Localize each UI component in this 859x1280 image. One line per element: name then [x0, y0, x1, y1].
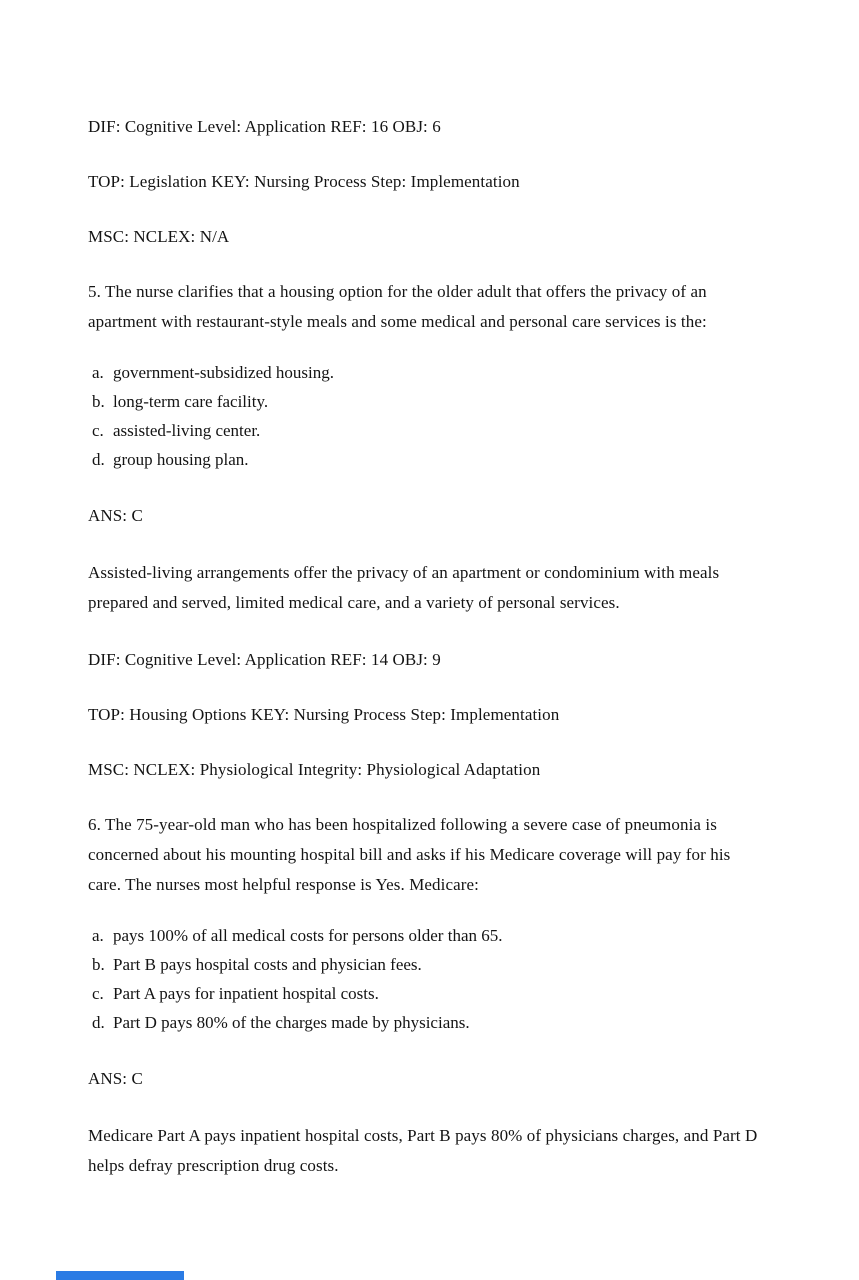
option-letter: c.: [92, 421, 104, 440]
question-5-rationale: [88, 558, 859, 618]
option-text: pays 100% of all medical costs for persons older than 65.: [113, 926, 503, 945]
option-letter: d.: [92, 450, 105, 469]
option-text: Part A pays for inpatient hospital costs.: [113, 984, 379, 1003]
question-stem-line: concerned about his mounting hospital bill and asks if his Medicare coverage will pay for his: [88, 845, 731, 864]
option-text: Part D pays 80% of the charges made by physicians.: [113, 1013, 470, 1032]
answer-option-b: [88, 387, 859, 416]
option-letter: c.: [92, 984, 104, 1003]
question-6-options: [88, 921, 859, 1037]
answer-option-a: [88, 358, 859, 387]
rationale-line: Assisted-living arrangements offer the privacy of an apartment or condominium with meals: [88, 563, 720, 582]
answer-option-c: [88, 416, 859, 445]
answer-option-d: [88, 445, 859, 474]
answer-line: ANS: C: [88, 506, 143, 525]
question-6-rationale: [88, 1121, 859, 1181]
question-5-options: [88, 358, 859, 474]
meta-msc-line: MSC: NCLEX: N/A: [88, 227, 230, 246]
answer-option-c: [88, 979, 859, 1008]
rationale-line: helps defray prescription drug costs.: [88, 1156, 339, 1175]
meta-msc-line: MSC: NCLEX: Physiological Integrity: Physiological Adaptation: [88, 760, 541, 779]
option-text: Part B pays hospital costs and physician fees.: [113, 955, 422, 974]
question-stem-line: 6. The 75-year-old man who has been hospitalized following a severe case of pneumonia is: [88, 815, 717, 834]
question-stem-line: 5. The nurse clarifies that a housing option for the older adult that offers the privacy of an: [88, 282, 707, 301]
meta-dif-line: DIF: Cognitive Level: Application REF: 16 OBJ: 6: [88, 117, 441, 136]
option-letter: d.: [92, 1013, 105, 1032]
option-text: government-subsidized housing.: [113, 363, 334, 382]
question-stem-line: care. The nurses most helpful response is Yes. Medicare:: [88, 875, 480, 894]
option-letter: b.: [92, 955, 105, 974]
question-stem-line: apartment with restaurant-style meals and some medical and personal care services is the:: [88, 312, 707, 331]
option-text: assisted-living center.: [113, 421, 261, 440]
option-letter: a.: [92, 363, 104, 382]
answer-option-a: [88, 921, 859, 950]
answer-option-d: [88, 1008, 859, 1037]
answer-line: ANS: C: [88, 1069, 143, 1088]
rationale-line: Medicare Part A pays inpatient hospital costs, Part B pays 80% of physicians charges, and Part D: [88, 1126, 758, 1145]
meta-top-line: TOP: Housing Options KEY: Nursing Process Step: Implementation: [88, 705, 560, 724]
meta-top-line: TOP: Legislation KEY: Nursing Process Step: Implementation: [88, 172, 520, 191]
meta-dif-line: DIF: Cognitive Level: Application REF: 14 OBJ: 9: [88, 650, 441, 669]
answer-option-b: [88, 950, 859, 979]
question-6-stem: [88, 810, 859, 900]
rationale-line: prepared and served, limited medical care, and a variety of personal services.: [88, 593, 620, 612]
option-text: group housing plan.: [113, 450, 249, 469]
option-letter: a.: [92, 926, 104, 945]
question-5-stem: [88, 277, 859, 337]
option-text: long-term care facility.: [113, 392, 269, 411]
option-letter: b.: [92, 392, 105, 411]
page-bottom-accent-bar: [56, 1271, 184, 1280]
